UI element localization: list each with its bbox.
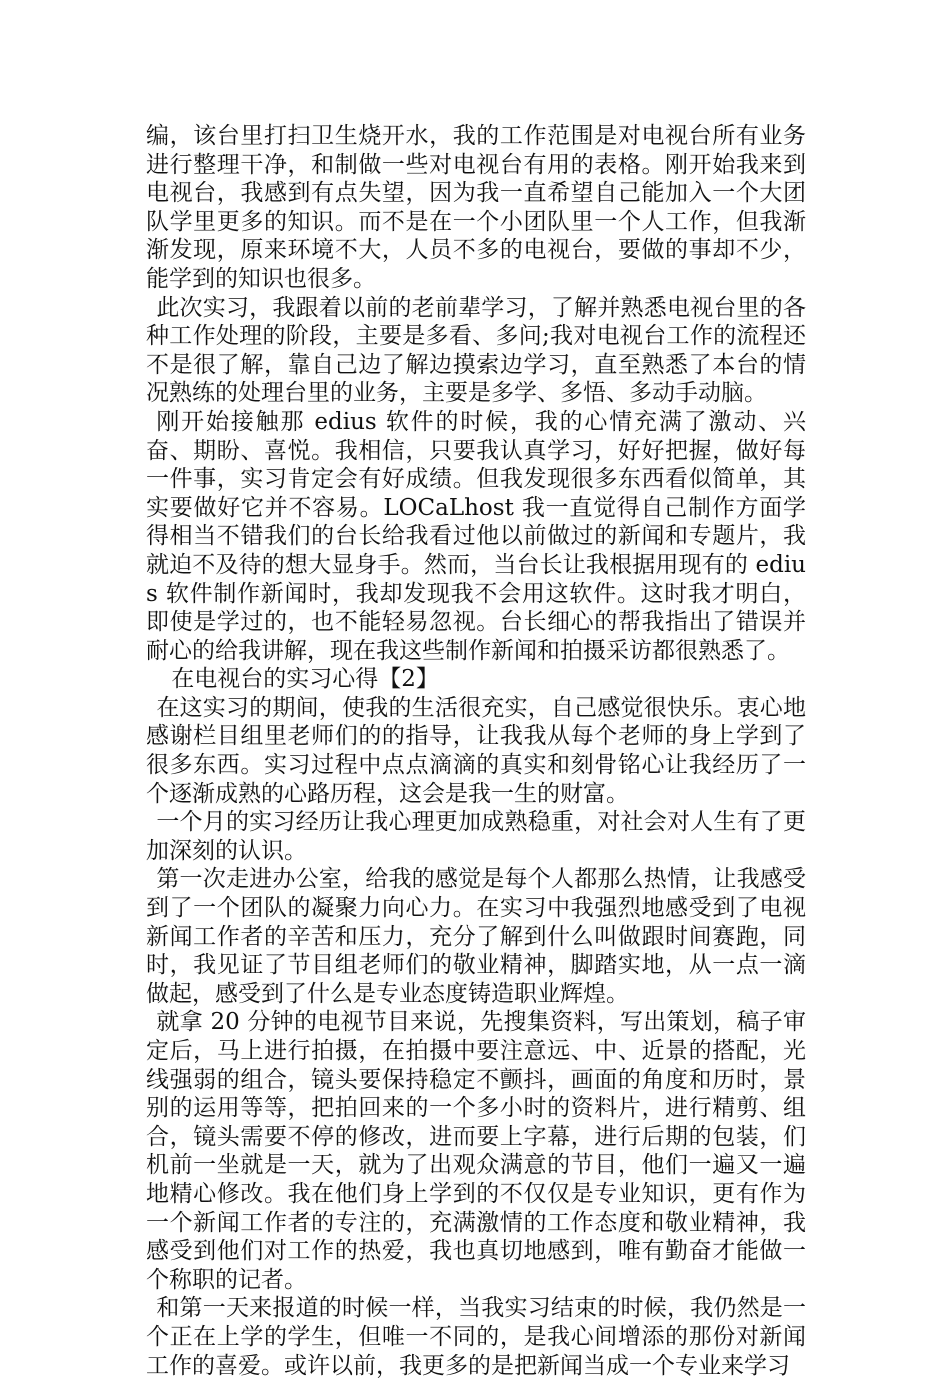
- paragraph-edius-software: 刚开始接触那 edius 软件的时候，我的心情充满了激动、兴奋、期盼、喜悦。我相信，只要我认真学习，好好把握，做好每一件事，实习肯定会有好成绩。但我发现很多东西看似简单，其实要做好它并不容易。LOCaLhost 我一直觉得自己制作方面学得相当不错我们的台长给我看过他以前做过的新闻和专题片，我就迫不及待的想大显身手。然而，当台长让我根据用现有的 edius 软件制作新闻时，我却发现我不会用这软件。这时我才明白，即使是学过的，也不能轻易忽视。台长细心的帮我指出了错误并耐心的给我讲解，现在我这些制作新闻和拍摄采访都很熟悉了。: [146, 408, 806, 664]
- document-body: [146, 122, 806, 1380]
- paragraph-internship-end: 和第一天来报道的时候一样，当我实习结束的时候，我仍然是一个正在上学的学生，但唯一不同的，是我心间增添的那份对新闻工作的喜爱。或许以前，我更多的是把新闻当成一个专业来学习: [146, 1295, 806, 1379]
- paragraph-learning-from-seniors: 此次实习，我跟着以前的老前辈学习，了解并熟悉电视台里的各种工作处理的阶段，主要是多看、多问;我对电视台工作的流程还不是很了解，靠自己边了解边摸索边学习，直至熟悉了本台的情况熟练的处理台里的业务，主要是多学、多悟、多动手动脑。: [146, 294, 806, 407]
- paragraph-fulfilling-internship: 在这实习的期间，使我的生活很充实，自己感觉很快乐。衷心地感谢栏目组里老师们的的指导，让我我从每个老师的身上学到了很多东西。实习过程中点点滴滴的真实和刻骨铭心让我经历了一个逐渐成熟的心路历程，这会是我一生的财富。: [146, 694, 806, 807]
- section-heading: 在电视台的实习心得【2】: [171, 666, 439, 693]
- paragraph-one-month: 一个月的实习经历让我心理更加成熟稳重，对社会对人生有了更加深刻的认识。: [146, 809, 806, 864]
- paragraph-first-day-office: 第一次走进办公室，给我的感觉是每个人都那么热情，让我感受到了一个团队的凝聚力向心力。在实习中我强烈地感受到了电视新闻工作者的辛苦和压力，充分了解到什么叫做跟时间赛跑，同时，我见证了节目组老师们的敬业精神，脚踏实地，从一点一滴做起，感受到了什么是专业态度铸造职业辉煌。: [146, 866, 806, 1007]
- paragraph-tv-program: 就拿 20 分钟的电视节目来说，先搜集资料，写出策划，稿子审定后，马上进行拍摄，在拍摄中要注意远、中、近景的搭配，光线强弱的组合，镜头要保持稳定不颤抖，画面的角度和历时，景别的运用等等，把拍回来的一个多小时的资料片，进行精剪、组合，镜头需要不停的修改，进而要上字幕，进行后期的包装，们机前一坐就是一天，就为了出观众满意的节目，他们一遍又一遍地精心修改。我在他们身上学到的不仅仅是专业知识，更有作为一个新闻工作者的专注的，充满激情的工作态度和敬业精神，我感受到他们对工作的热爱，我也真切地感到，唯有勤奋才能做一个称职的记者。: [146, 1009, 806, 1293]
- paragraph-intro: 编，该台里打扫卫生烧开水，我的工作范围是对电视台所有业务进行整理干净，和制做一些对电视台有用的表格。刚开始我来到电视台，我感到有点失望，因为我一直希望自己能加入一个大团队学里更多的知识。而不是在一个小团队里一个人工作，但我渐渐发现，原来环境不大，人员不多的电视台，要做的事却不少，能学到的知识也很多。: [146, 123, 806, 292]
